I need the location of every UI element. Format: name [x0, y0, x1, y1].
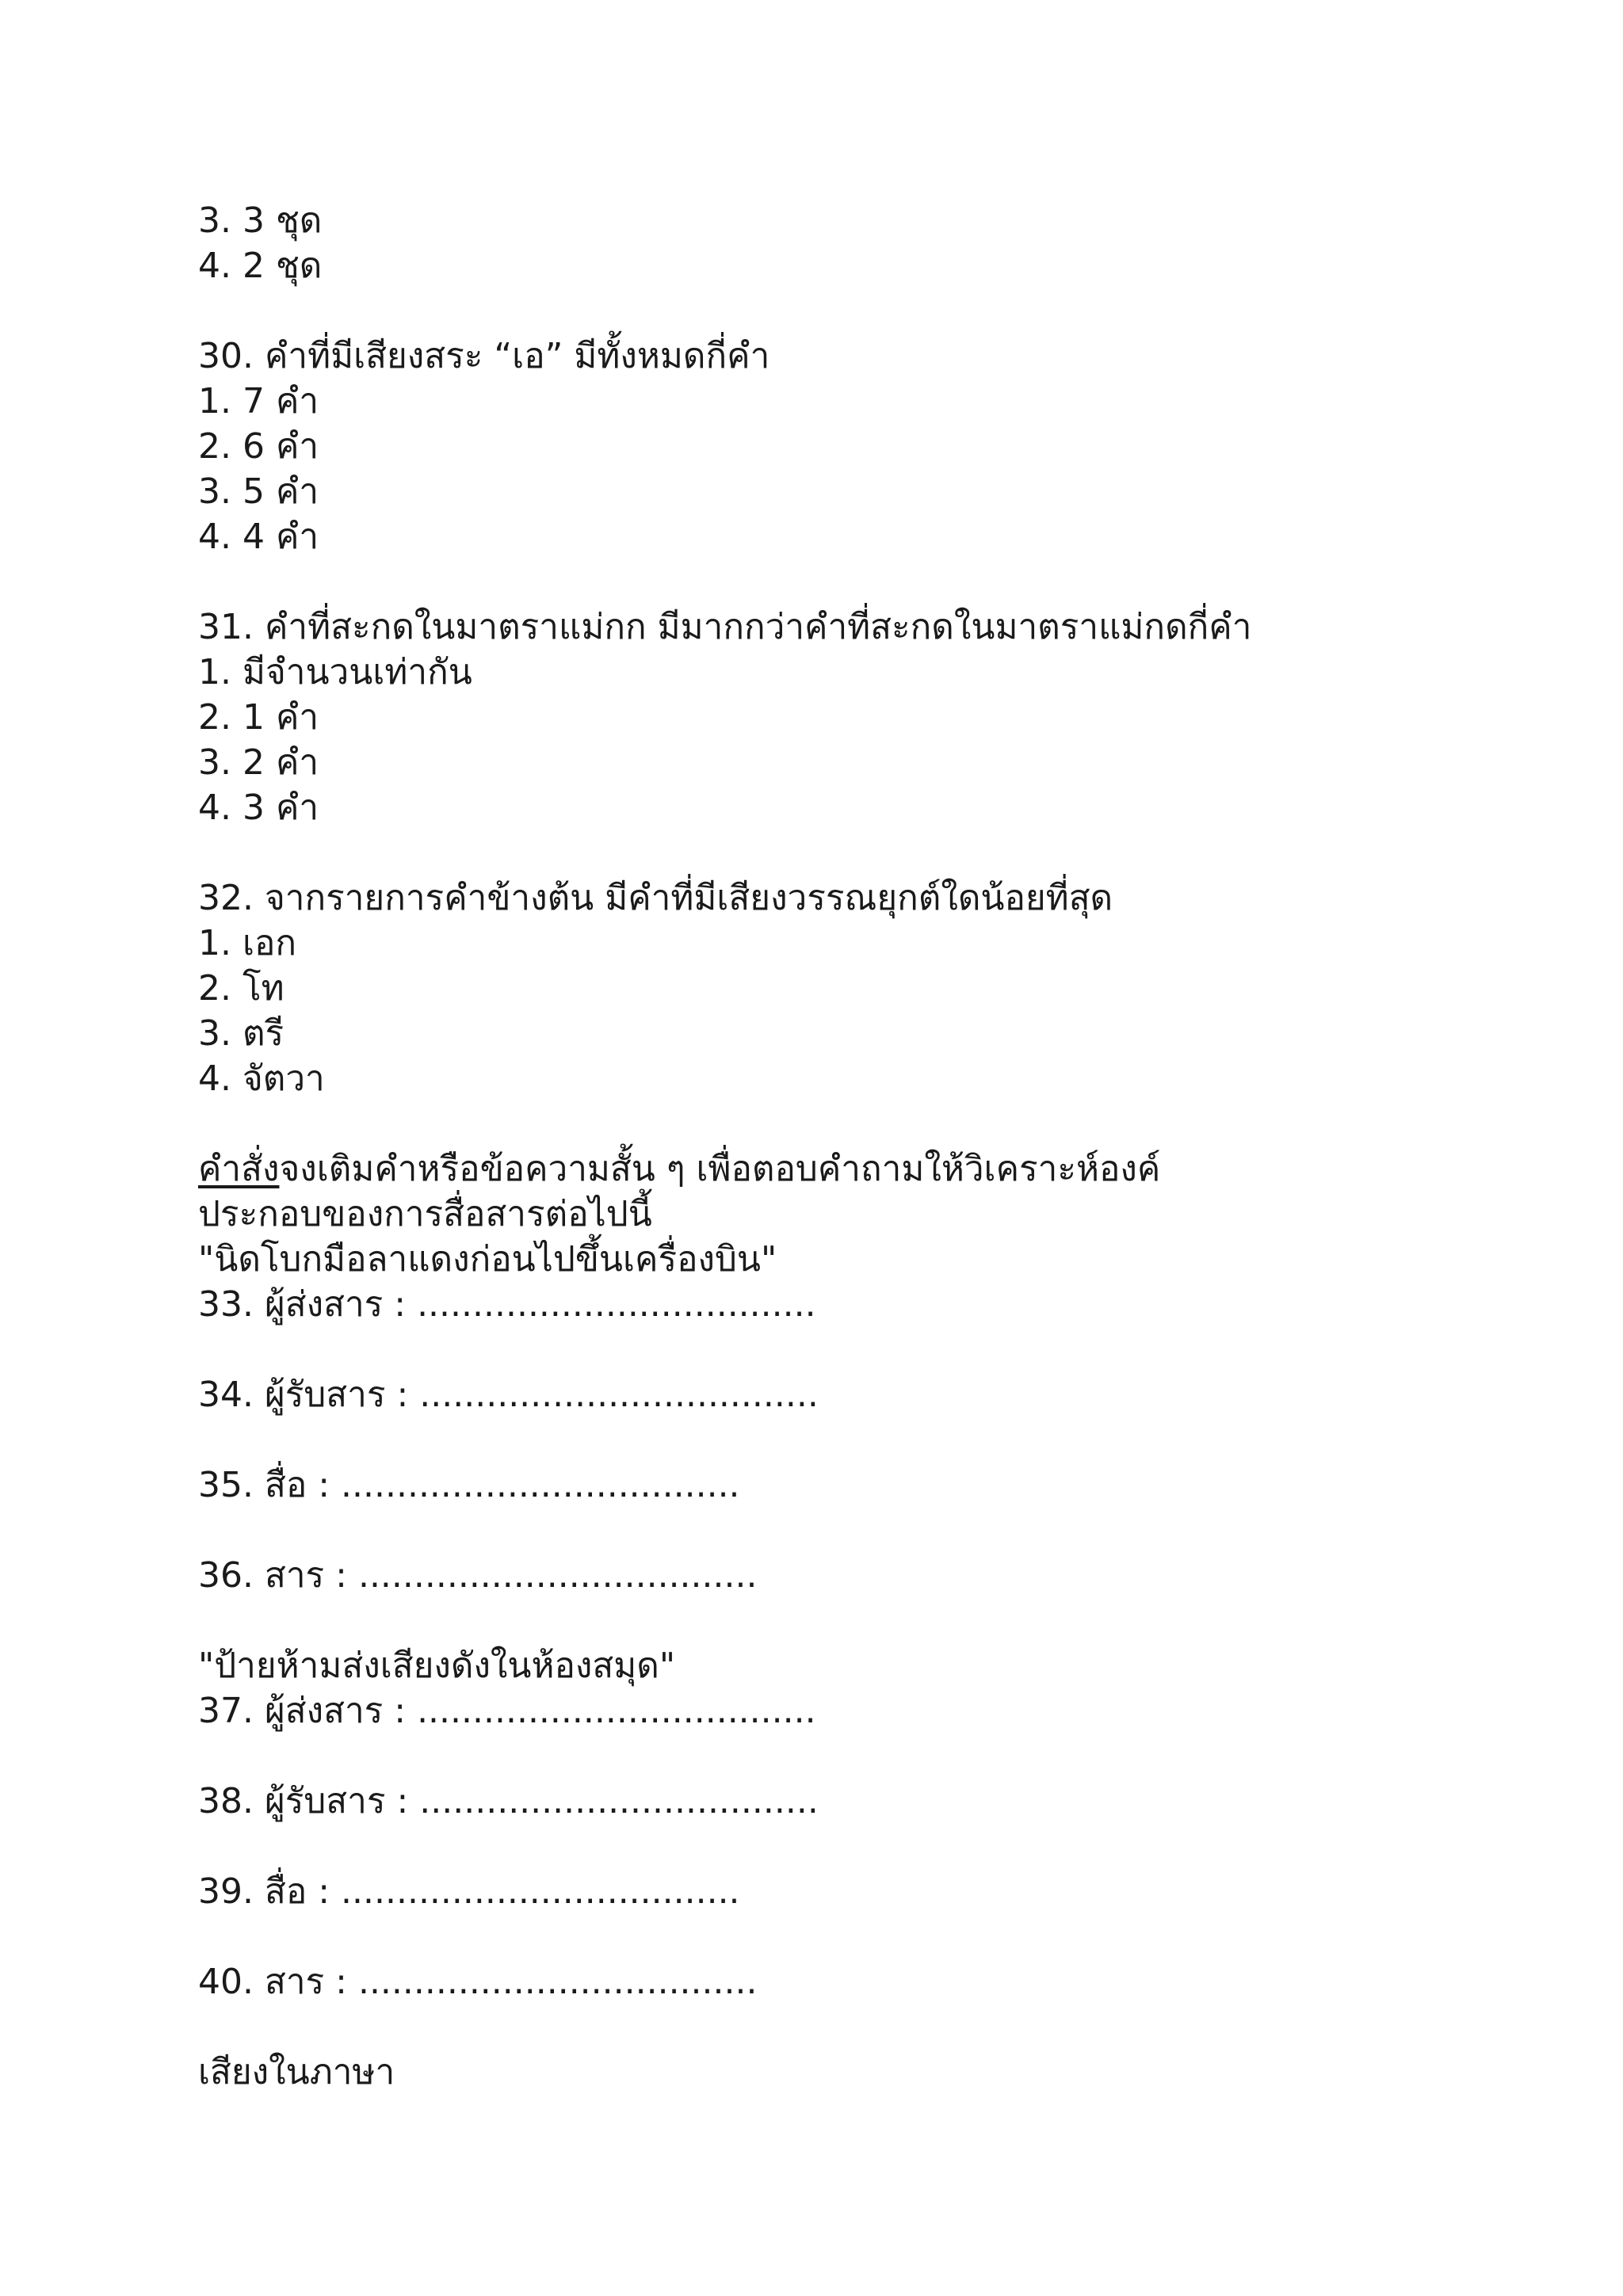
item-39-medium: 39. สื่อ : .................................... [198, 1871, 740, 1912]
item-40-message: 40. สาร : .................................... [198, 1962, 758, 2002]
q30-option-2: 2. 6 คำ [198, 426, 319, 467]
q30-option-1: 1. 7 คำ [198, 381, 319, 421]
instruction-line-1 [198, 1146, 1466, 1192]
item-36-message: 36. สาร : .................................... [198, 1555, 758, 1596]
scenario-1-quote: "นิดโบกมือลาแดงก่อนไปขึ้นเครื่องบิน" [198, 1239, 777, 1280]
q29-option-4: 4. 2 ชุด [198, 246, 323, 286]
q30-question: 30. คำที่มีเสียงสระ “เอ” มีทั้งหมดกี่คำ [198, 336, 770, 376]
instruction-text-2: ประกอบของการสื่อสารต่อไปนี้ [198, 1194, 652, 1234]
item-38-receiver: 38. ผู้รับสาร : .................................... [198, 1781, 819, 1821]
q29-option-3: 3. 3 ชุด [198, 200, 323, 241]
q30-option-4: 4. 4 คำ [198, 517, 319, 557]
item-35-medium: 35. สื่อ : .................................... [198, 1465, 740, 1505]
q31-option-3: 3. 2 คำ [198, 742, 319, 783]
instruction-label: คำสั่ง [198, 1149, 280, 1189]
worksheet-page [198, 198, 1466, 2095]
q32-option-2: 2. โท [198, 968, 285, 1009]
scenario-2-quote: "ป้ายห้ามส่งเสียงดังในห้องสมุด" [198, 1646, 676, 1686]
section-heading: เสียงในภาษา [198, 2052, 395, 2092]
q32-question: 32. จากรายการคำข้างต้น มีคำที่มีเสียงวรรณยุกต์ใดน้อยที่สุด [198, 878, 1113, 918]
q31-option-1: 1. มีจำนวนเท่ากัน [198, 652, 472, 692]
q31-option-4: 4. 3 คำ [198, 788, 319, 828]
instruction-text-1: จงเติมคำหรือข้อความสั้น ๆ เพื่อตอบคำถามให้วิเคราะห์องค์ [279, 1149, 1161, 1189]
q32-option-1: 1. เอก [198, 923, 297, 963]
q31-option-2: 2. 1 คำ [198, 697, 319, 738]
q30-option-3: 3. 5 คำ [198, 471, 319, 512]
item-33-sender: 33. ผู้ส่งสาร : .................................... [198, 1284, 816, 1325]
item-34-receiver: 34. ผู้รับสาร : .................................... [198, 1375, 819, 1415]
q31-question: 31. คำที่สะกดในมาตราแม่กก มีมากกว่าคำที่สะกดในมาตราแม่กดกี่คำ [198, 607, 1252, 647]
item-37-sender: 37. ผู้ส่งสาร : .................................... [198, 1691, 816, 1731]
q32-option-3: 3. ตรี [198, 1013, 285, 1054]
q32-option-4: 4. จัตวา [198, 1058, 325, 1099]
